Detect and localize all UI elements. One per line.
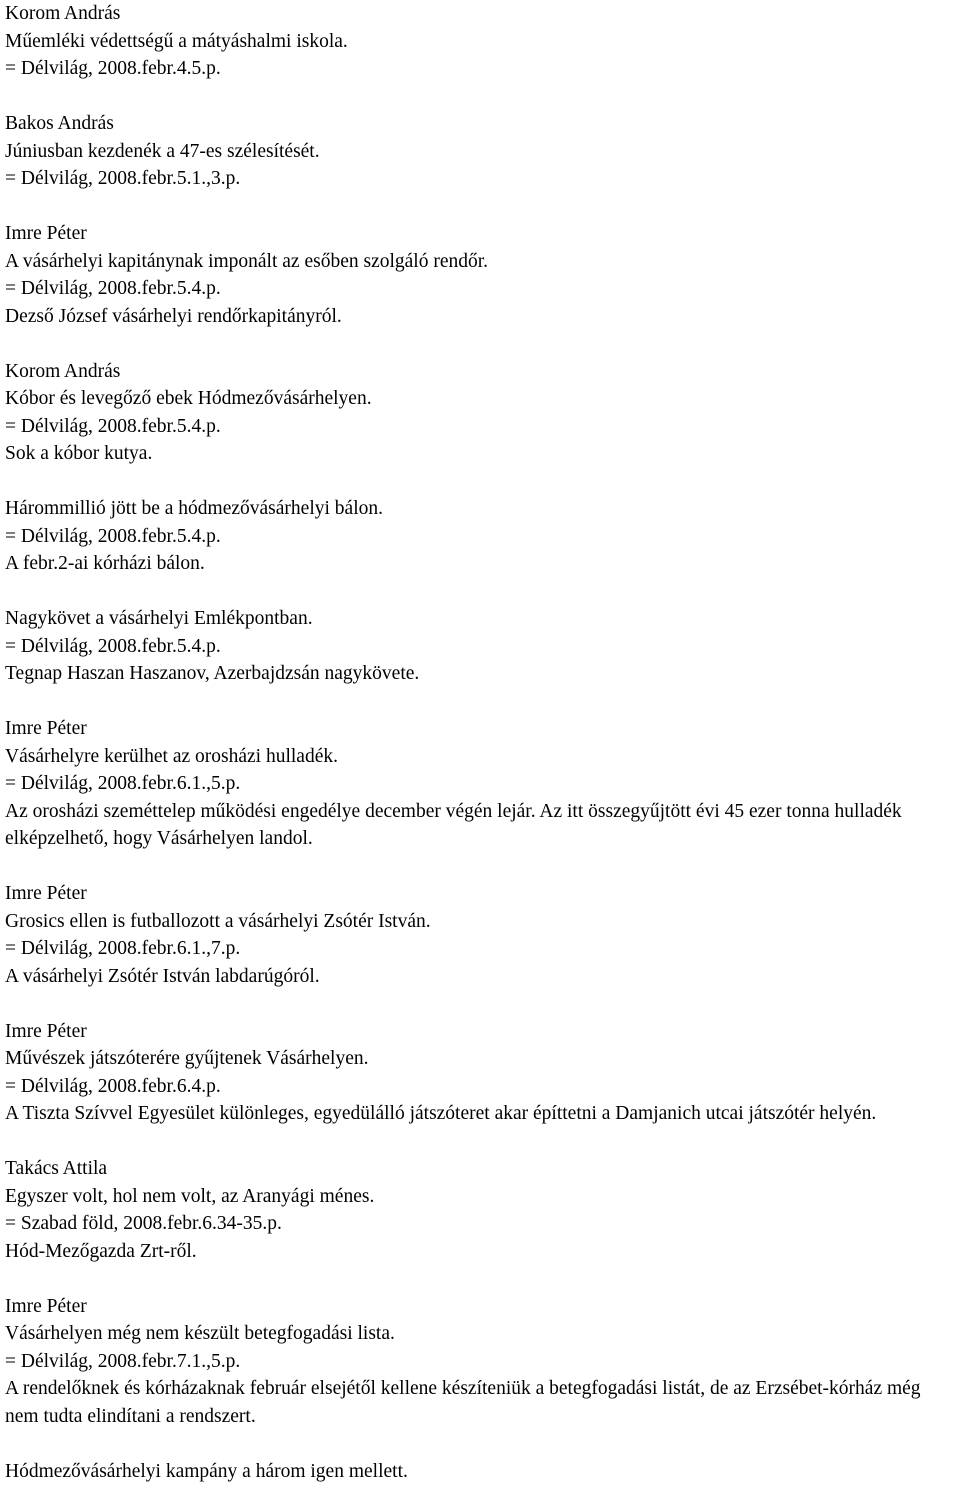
entry-author: Takács Attila — [5, 1158, 108, 1179]
entry-title: Műemléki védettségű a mátyáshalmi iskola. — [5, 30, 348, 52]
entry-title: Vásárhelyen még nem készült betegfogadási lista. — [5, 1323, 395, 1344]
entry — [5, 1293, 960, 1431]
entry-title: A vásárhelyi kapitánynak imponált az esőben szolgáló rendőr. — [5, 250, 489, 272]
entry — [5, 1155, 960, 1265]
entry-author: Bakos András — [5, 113, 114, 134]
entry-author: Korom András — [5, 3, 121, 24]
entry-note: A Tiszta Szívvel Egyesület különleges, egyedülálló játszóteret akar építtetni a Damjanich utcai játszótér helyén. — [5, 1103, 877, 1124]
entry — [5, 0, 960, 83]
entry-author: Imre Péter — [5, 1295, 87, 1317]
entry-author: Imre Péter — [5, 883, 87, 904]
entry-source: = Délvilág, 2008.febr.4.5.p. — [5, 58, 221, 79]
entry-title: Grosics ellen is futballozott a vásárhelyi Zsótér István. — [5, 910, 431, 932]
entry-note: Tegnap Haszan Haszanov, Azerbajdzsán nagykövete. — [5, 663, 420, 684]
entry — [5, 110, 960, 193]
entry-source: = Délvilág, 2008.febr.6.1.,5.p. — [5, 773, 241, 794]
entry-note: Dezső József vásárhelyi rendőrkapitányról. — [5, 305, 342, 327]
entry-title: Nagykövet a vásárhelyi Emlékpontban. — [5, 608, 313, 629]
entry-note: A febr.2-ai kórházi bálon. — [5, 553, 205, 574]
entry-source: = Délvilág, 2008.febr.5.4.p. — [5, 415, 221, 437]
entry-title: Hódmezővásárhelyi kampány a három igen mellett. — [5, 1460, 408, 1482]
entry-author: Imre Péter — [5, 1020, 87, 1042]
entry — [5, 358, 960, 468]
entry — [5, 715, 960, 853]
entry-title: Kóbor és levegőző ebek Hódmezővásárhelyen. — [5, 388, 372, 409]
entry — [5, 495, 960, 578]
entry-title: Vásárhelyre kerülhet az orosházi hulladék. — [5, 745, 338, 767]
entry-source: = Délvilág, 2008.febr.5.4.p. — [5, 635, 221, 657]
entry-note: A vásárhelyi Zsótér István labdarúgóról. — [5, 965, 320, 987]
entry-note: A rendelőknek és kórházaknak február elsejétől kellene készíteniük a betegfogadási listát, de az Erzsébet-kórház még nem tudta elindítani a rendszert. — [5, 1378, 921, 1427]
entry — [5, 1018, 960, 1128]
entry-note: Az orosházi szeméttelep működési engedélye december végén lejár. Az itt összegyűjtött évi 45 ezer tonna hulladék elképzelhető, hogy Vásárhelyen landol. — [5, 800, 902, 849]
entry-author: Korom András — [5, 360, 121, 382]
entry-source: = Szabad föld, 2008.febr.6.34-35.p. — [5, 1213, 282, 1234]
entry-author: Imre Péter — [5, 718, 87, 739]
entry-source: = Délvilág, 2008.febr.6.1.,7.p. — [5, 938, 241, 959]
entry-title: Hárommillió jött be a hódmezővásárhelyi bálon. — [5, 498, 383, 519]
entry-note: Hód-Mezőgazda Zrt-ről. — [5, 1240, 197, 1262]
entry-title: Júniusban kezdenék a 47-es szélesítését. — [5, 140, 320, 162]
entry-source: = Délvilág, 2008.febr.7.1.,5.p. — [5, 1350, 241, 1372]
entry-author: Imre Péter — [5, 223, 87, 244]
entry-source: = Délvilág, 2008.febr.6.4.p. — [5, 1075, 221, 1097]
entry-title: Egyszer volt, hol nem volt, az Aranyági ménes. — [5, 1185, 375, 1207]
entry-source: = Délvilág, 2008.febr.5.4.p. — [5, 525, 221, 547]
entry — [5, 220, 960, 330]
entry — [5, 605, 960, 688]
entry-note: Sok a kóbor kutya. — [5, 443, 153, 464]
entry — [5, 1458, 960, 1486]
entry-source: = Délvilág, 2008.febr.5.4.p. — [5, 278, 221, 299]
entry — [5, 880, 960, 990]
entry-title: Művészek játszóterére gyűjtenek Vásárhelyen. — [5, 1048, 369, 1069]
entry-source: = Délvilág, 2008.febr.5.1.,3.p. — [5, 168, 241, 189]
